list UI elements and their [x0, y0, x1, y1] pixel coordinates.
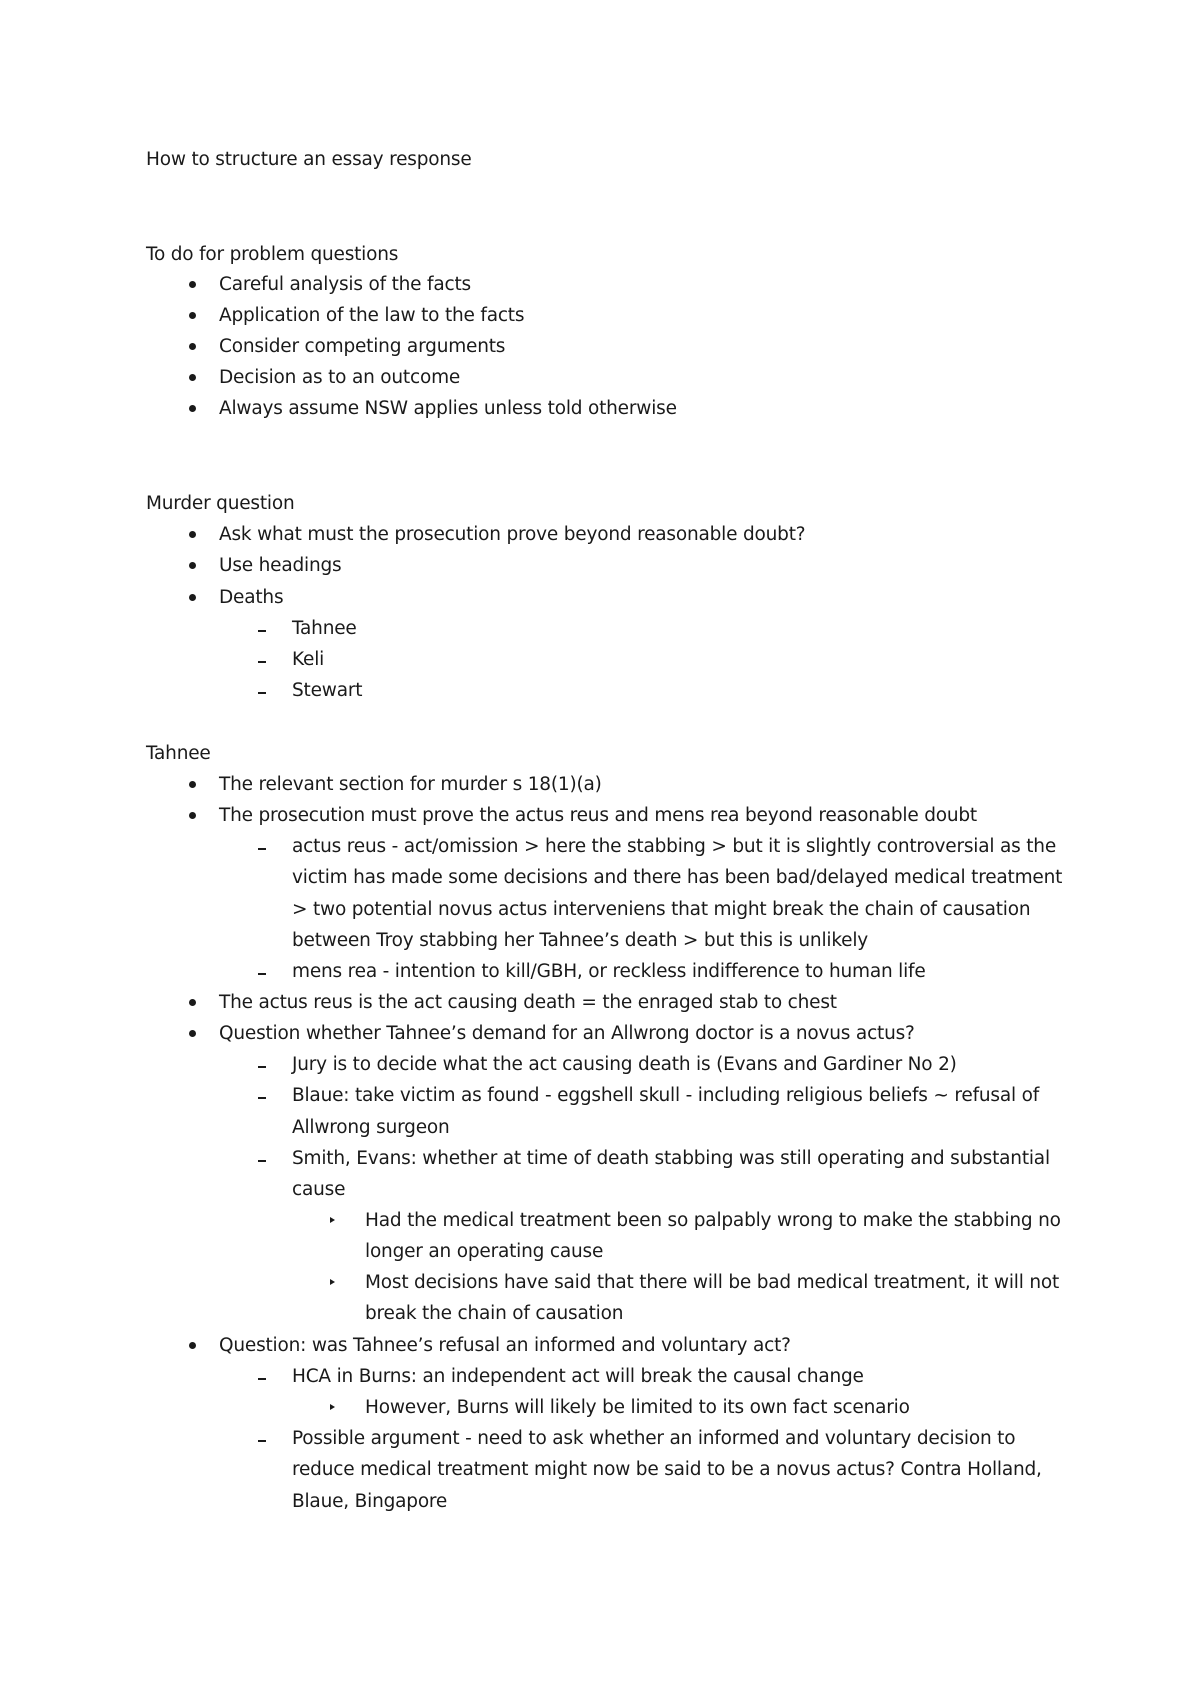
problem-item: Careful analysis of the facts — [219, 274, 471, 295]
tahnee-subitem: Blaue: take victim as found - eggshell skull - including religious beliefs ~ refusal of — [292, 1085, 1040, 1106]
tahnee-subitem: Possible argument - need to ask whether an informed and voluntary decision to — [292, 1428, 1016, 1449]
murder-question-heading: Murder question — [146, 493, 295, 514]
dash-icon — [258, 1160, 266, 1162]
tahnee-subitem-cont: Blaue, Bingapore — [292, 1491, 448, 1512]
arrow-bullet-icon — [330, 1217, 335, 1223]
murder-item: Deaths — [219, 587, 284, 608]
death-item: Tahnee — [292, 618, 357, 639]
tahnee-subsubitem: Most decisions have said that there will be bad medical treatment, it will not — [365, 1272, 1060, 1293]
arrow-bullet-icon — [330, 1279, 335, 1285]
dash-icon — [258, 661, 266, 663]
tahnee-item: The relevant section for murder s 18(1)(a) — [219, 774, 602, 795]
dash-icon — [258, 630, 266, 632]
death-item: Stewart — [292, 680, 363, 701]
dash-icon — [258, 1097, 266, 1099]
bullet-icon — [189, 281, 196, 288]
bullet-icon — [189, 405, 196, 412]
bullet-icon — [189, 531, 196, 538]
tahnee-subsubitem-cont: longer an operating cause — [365, 1241, 604, 1262]
death-item: Keli — [292, 649, 325, 670]
bullet-icon — [189, 562, 196, 569]
problem-item: Decision as to an outcome — [219, 367, 461, 388]
dash-icon — [258, 1378, 266, 1380]
dash-icon — [258, 1066, 266, 1068]
problem-item: Consider competing arguments — [219, 336, 506, 357]
tahnee-subitem-cont: Allwrong surgeon — [292, 1117, 450, 1138]
dash-icon — [258, 848, 266, 850]
dash-icon — [258, 692, 266, 694]
murder-item: Ask what must the prosecution prove beyond reasonable doubt? — [219, 524, 806, 545]
tahnee-subsubitem: Had the medical treatment been so palpably wrong to make the stabbing no — [365, 1210, 1061, 1231]
tahnee-heading: Tahnee — [146, 743, 211, 764]
bullet-icon — [189, 999, 196, 1006]
dash-icon — [258, 973, 266, 975]
bullet-icon — [189, 812, 196, 819]
tahnee-subsubitem-cont: break the chain of causation — [365, 1303, 624, 1324]
problem-questions-heading: To do for problem questions — [146, 244, 399, 265]
murder-item: Use headings — [219, 555, 342, 576]
tahnee-subitem-cont: reduce medical treatment might now be said to be a novus actus? Contra Holland, — [292, 1459, 1042, 1480]
tahnee-subitem-cont: > two potential novus actus interveniens that might break the chain of causation — [292, 899, 1031, 920]
tahnee-item: Question: was Tahnee’s refusal an informed and voluntary act? — [219, 1335, 791, 1356]
arrow-bullet-icon — [330, 1404, 335, 1410]
bullet-icon — [189, 343, 196, 350]
bullet-icon — [189, 1030, 196, 1037]
tahnee-subitem: mens rea - intention to kill/GBH, or reckless indifference to human life — [292, 961, 926, 982]
problem-item: Application of the law to the facts — [219, 305, 525, 326]
bullet-icon — [189, 374, 196, 381]
tahnee-subitem: actus reus - act/omission > here the stabbing > but it is slightly controversial as the — [292, 836, 1056, 857]
tahnee-item: Question whether Tahnee’s demand for an Allwrong doctor is a novus actus? — [219, 1023, 915, 1044]
tahnee-subsubitem: However, Burns will likely be limited to its own fact scenario — [365, 1397, 910, 1418]
tahnee-item: The prosecution must prove the actus reus and mens rea beyond reasonable doubt — [219, 805, 977, 826]
tahnee-subitem-cont: between Troy stabbing her Tahnee’s death > but this is unlikely — [292, 930, 869, 951]
bullet-icon — [189, 781, 196, 788]
tahnee-subitem: Jury is to decide what the act causing death is (Evans and Gardiner No 2) — [292, 1054, 957, 1075]
document-title: How to structure an essay response — [146, 149, 472, 170]
bullet-icon — [189, 312, 196, 319]
bullet-icon — [189, 1342, 196, 1349]
bullet-icon — [189, 594, 196, 601]
dash-icon — [258, 1440, 266, 1442]
tahnee-subitem: HCA in Burns: an independent act will break the causal change — [292, 1366, 864, 1387]
tahnee-item: The actus reus is the act causing death = the enraged stab to chest — [219, 992, 837, 1013]
tahnee-subitem-cont: cause — [292, 1179, 346, 1200]
tahnee-subitem-cont: victim has made some decisions and there has been bad/delayed medical treatment — [292, 867, 1063, 888]
problem-item: Always assume NSW applies unless told otherwise — [219, 398, 677, 419]
tahnee-subitem: Smith, Evans: whether at time of death stabbing was still operating and substantial — [292, 1148, 1050, 1169]
